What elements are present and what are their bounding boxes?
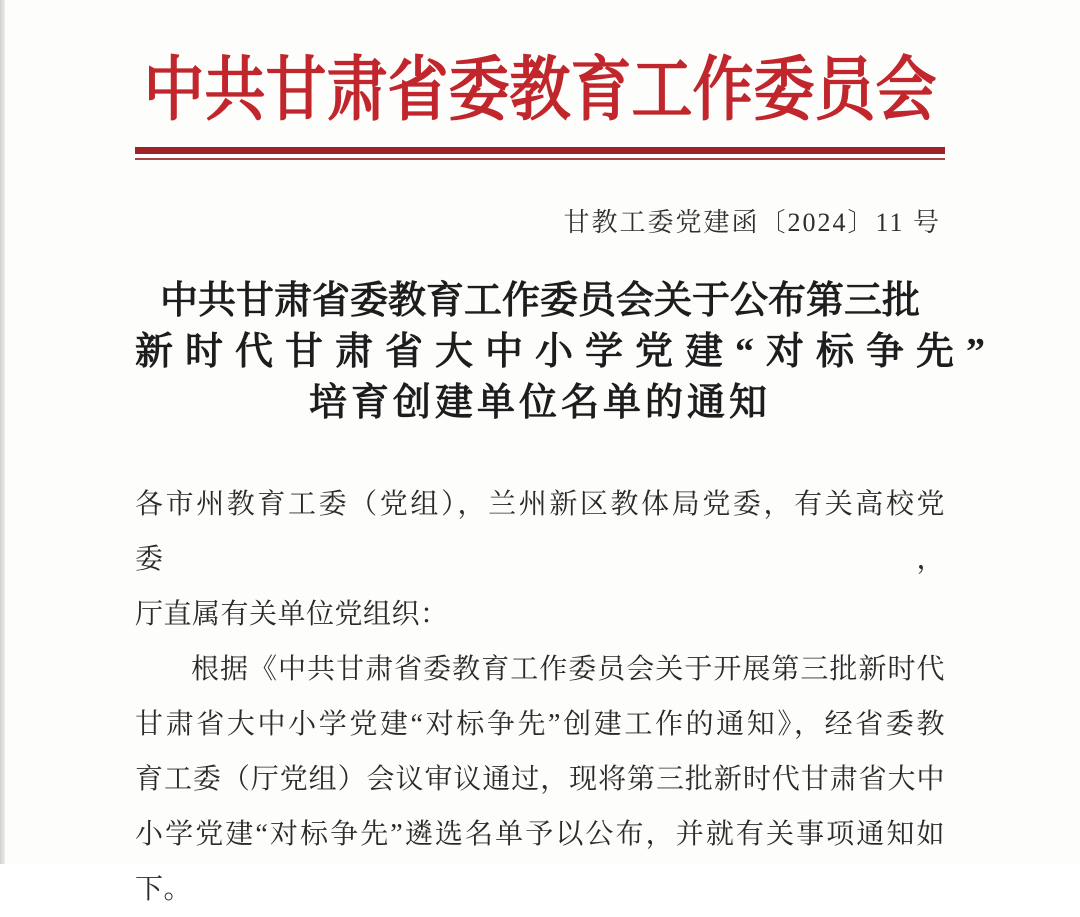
document-content [135,0,998,905]
body-paragraph-line-1: 根据《中共甘肃省委教育工作委员会关于开展第三批新时代 [191,654,945,685]
notice-title-line-3: 培育创建单位名单的通知 [308,382,771,424]
document-number: 甘教工委党建函〔2024〕11 号 [563,208,941,237]
body-paragraph-line-2: 甘肃省大中小学党建“对标争先”创建工作的通知》，经省委教 [135,709,945,740]
body-paragraph-line-4: 小学党建“对标争先”遴选名单予以公布，并就有关事项通知如 [135,819,945,850]
body-paragraph-line-3: 育工委（厅党组）会议审议通过，现将第三批新时代甘肃省大中 [135,764,945,795]
notice-title [135,276,998,429]
body-salutation-line-1: 各市州教育工委（党组），兰州新区教体局党委，有关高校党委， [135,489,945,575]
masthead-rule-thin [135,158,945,160]
notice-body [135,477,945,917]
body-paragraph-line-5: 下。 [135,874,193,905]
masthead-rule-thick [135,147,945,154]
masthead-issuer-title: 中共甘肃省委教育工作委员会 [143,52,937,130]
body-salutation-line-2: 厅直属有关单位党组织： [135,599,449,630]
notice-title-line-1: 中共甘肃省委教育工作委员会关于公布第三批 [159,280,920,322]
notice-title-line-2: 新时代甘肃省大中小学党建“对标争先” [135,331,998,373]
page-left-edge [0,0,5,864]
